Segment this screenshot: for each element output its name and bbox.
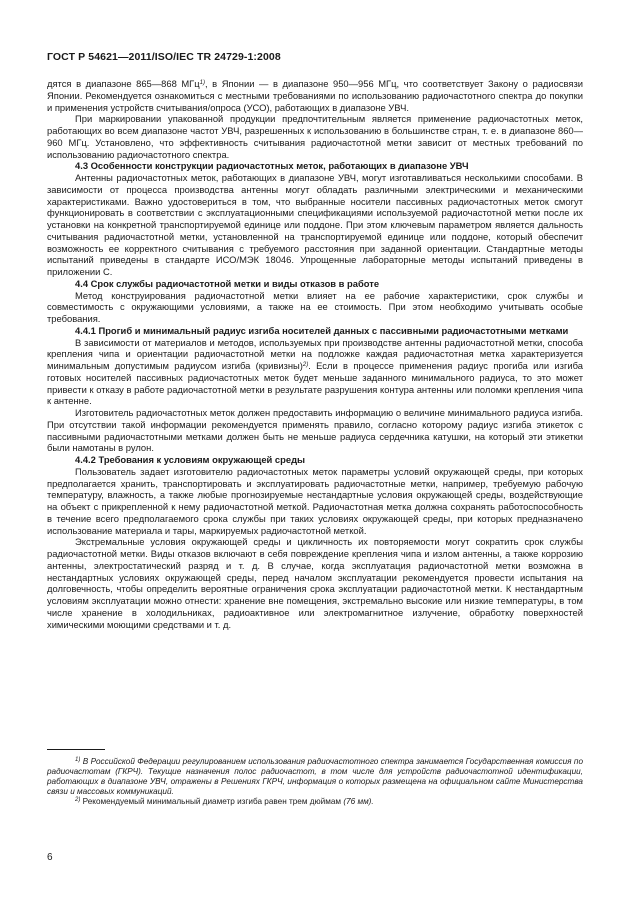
footnote-1-text: В Российской Федерации регулированием использования радиочастотного спектра занимается Государственная комиссия по радиочастотам (ГКРЧ). Текущие назначения полос радиочастот, в том числе для устройств радиочастотной идентификации, работающих в диапазоне УВЧ, отражены в Решениях ГКРЧ, информация о которых размещена на официальном сайте Министерства связи и массовых коммуникаций.: [47, 757, 583, 797]
paragraph-5-text-cont: . Если в процессе применения радиус прогиба или изгиба готовых носителей пассивных радиочастотных меток будет меньше заданного минимального радиуса, то это может привести к отказу в работе радиочастотной метки в результате разрушения контура антенны или поломки крепления чипа к антенне.: [47, 360, 583, 407]
paragraph-4: Метод конструирования радиочастотной метки влияет на ее рабочие характеристики, срок службы и совместимость с окружающими условиями, а также на ее стоимость. При этом необходимо учитывать особые требования.: [47, 289, 583, 324]
footnote-1: [47, 757, 583, 797]
page-number: 6: [47, 852, 53, 863]
section-4-3-heading: 4.3 Особенности конструкции радиочастотных меток, работающих в диапазоне УВЧ: [75, 160, 469, 172]
footnote-2-italic: (76 мм).: [343, 797, 374, 807]
paragraph-8: Экстремальные условия окружающей среды и цикличность их повторяемости могут сократить срок службы радиочастотной метки. Виды отказов включают в себя повреждение крепления чипа и излом антенны, а также коррозию антенны, электростатический разряд и т. д. В случае, когда эксплуатация радиочастотной метки возможна в нестандартных условиях окружающей среды, перед началом эксплуатации рекомендуется провести испытания на долговечность, чтобы определить вероятные ограничения срока эксплуатации радиочастотной метки. К нестандартным условиям эксплуатации можно отнести: хранение вне помещения, экстремально высокие или низкие температуры, в том числе хранение в холодильниках, радиоактивное или электромагнитное излучение, обработку поверхностей химическими моющими средствами и т. д.: [47, 536, 583, 630]
footnote-2-text: Рекомендуемый минимальный диаметр изгиба равен трем дюймам: [80, 797, 344, 807]
paragraph-1: [47, 78, 583, 113]
footnote-2: [47, 797, 583, 807]
paragraph-6: Изготовитель радиочастотных меток должен предоставить информацию о величине минимального радиуса изгиба. При отсутствии такой информации рекомендуется применять правило, согласно которому радиус изгиба этикеток с пассивными радиочастотными метками должен быть не меньше радиуса сердечника катушки, на который эти этикетки были намотаны в рулон.: [47, 407, 583, 454]
footnote-1-mark: 1): [75, 757, 81, 763]
footnote-ref-2: 2): [302, 362, 309, 368]
footnote-ref-1: 1): [199, 80, 205, 86]
paragraph-5-text: В зависимости от материалов и методов, используемых при производстве антенны радиочастотной метки, способа крепления чипа и ориентации радиочастотной метки на подложке каждая радиочастотная метка характеризуется минимальным допустимым радиусом изгиба (кривизны): [47, 336, 583, 371]
paragraph-5: [47, 337, 583, 408]
section-4-4-2-heading: 4.4.2 Требования к условиям окружающей среды: [75, 454, 306, 465]
paragraph-1-text: дятся в диапазоне 865—868 МГц: [47, 78, 200, 89]
section-4-4-heading: 4.4 Срок службы радиочастотной метки и виды отказов в работе: [75, 277, 380, 289]
footnotes: [47, 757, 583, 807]
main-text: [47, 78, 583, 630]
document-header: ГОСТ Р 54621—2011/ISO/IEC TR 24729-1:2008: [47, 51, 281, 63]
paragraph-1-text-cont: , в Японии — в диапазоне 950—956 МГц, что соответствует Закону о радиосвязи Японии. Рекомендуется ознакомиться с местными требованиями по использованию радиочастотного спектра до покупки и применения устройств считывания/опроса (УСО), работающих в диапазоне УВЧ.: [47, 78, 584, 113]
paragraph-3: Антенны радиочастотных меток, работающих в диапазоне УВЧ, могут изготавливаться несколькими способами. В зависимости от процесса производства антенны могут обладать различными электрическими и механическими характеристиками. Важно удостовериться в том, что выбранные носители пассивных радиочастотных меток смогут функционировать в соответствии с эксплуатационными спецификациями используемой радиочастотной метки после их установки на конкретной транспортируемой единице или поддоне. При этом ключевым параметром является дальность считывания радиочастотной метки, установленной на транспортируемой единице или поддоне, который обеспечит возможность ее корректного считывания с требуемого расстояния при заданной ориентации. Стандартные методы испытаний приведены в стандарте ИСО/МЭК 18046. Упрощенные лабораторные методы испытаний приведены в приложении С.: [47, 172, 583, 277]
footnote-2-mark: 2): [75, 797, 81, 804]
footnote-separator: [47, 749, 105, 750]
paragraph-7: Пользователь задает изготовителю радиочастотных меток параметры условий окружающей среды, при которых предполагается хранить, транспортировать и эксплуатировать радиочастотные метки, например, требуемую рабочую температуру, влажность, а также любые прогнозируемые нестандартные условия окружающей среды, воздействующие на объект с прикрепленной к нему радиочастотной меткой. Радиочастотная метка должна сохранять работоспособность в течение всего предполагаемого срока службы при таких условиях окружающей среды, при которых предназначено использование материала и тары, маркируемых радиочастотной меткой.: [47, 465, 583, 536]
paragraph-2: При маркировании упакованной продукции предпочтительным является применение радиочастотных меток, работающих во всем диапазоне частот УВЧ, разрешенных к использованию в большинстве стран, т. е. в диапазоне 860—960 МГц. Установлено, что эффективность считывания радиочастотной метки зависит от местных требований по использованию радиочастотного спектра.: [47, 113, 583, 160]
section-4-4-1-heading: 4.4.1 Прогиб и минимальный радиус изгиба носителей данных с пассивными радиочастотными метками: [75, 324, 569, 336]
